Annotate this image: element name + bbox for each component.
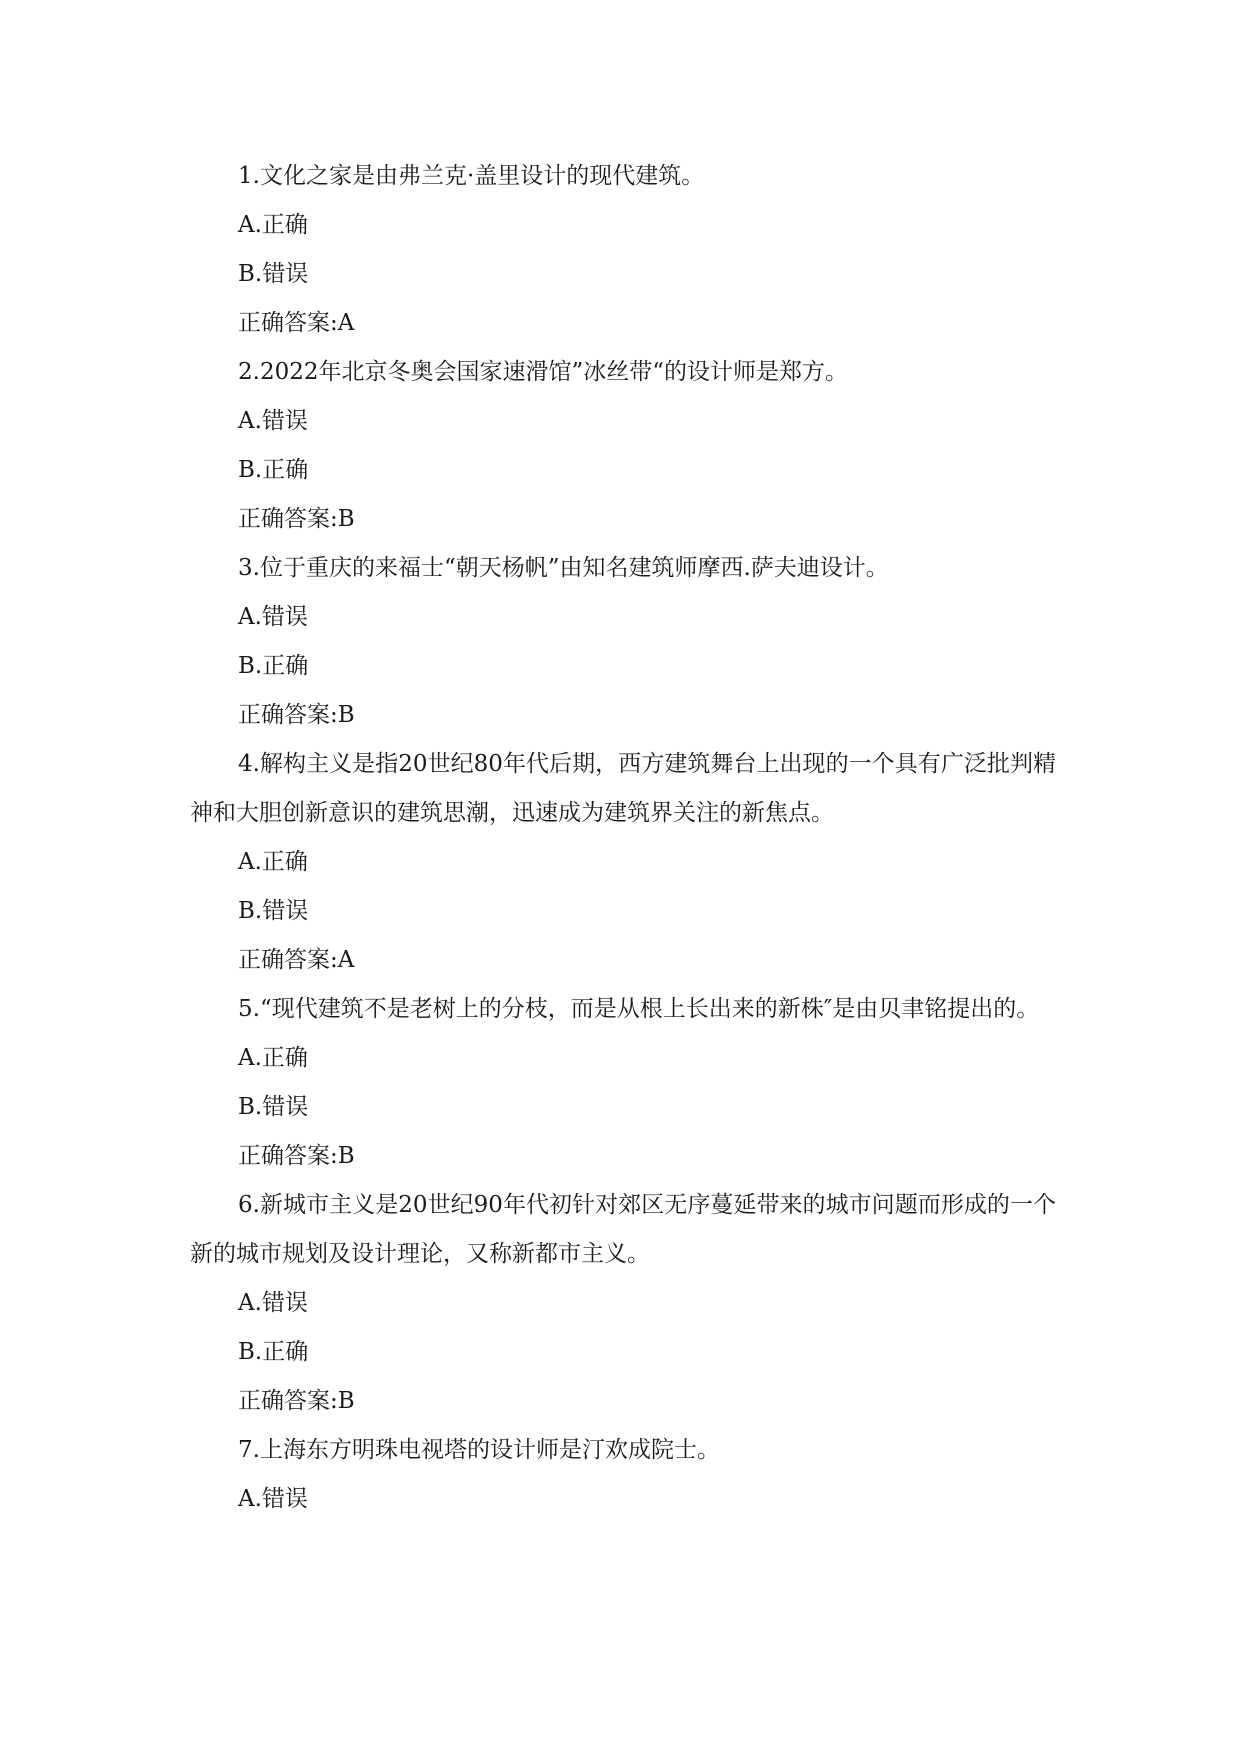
option-a: A.错误 [238, 604, 308, 630]
option-a: A.错误 [238, 1486, 308, 1512]
correct-answer: 正确答案:A [238, 947, 355, 973]
question-text: 1.文化之家是由弗兰克·盖里设计的现代建筑。 [238, 163, 705, 189]
option-b: B.正确 [238, 1339, 309, 1365]
question-text: 4.解构主义是指20世纪80年代后期，西方建筑舞台上出现的一个具有广泛批判精神和大胆创新意识的建筑思潮，迅速成为建筑界关注的新焦点。 [190, 751, 1056, 826]
option-b: B.错误 [238, 1094, 309, 1120]
correct-answer: 正确答案:B [238, 1143, 355, 1169]
option-a: A.错误 [238, 1290, 308, 1316]
option-b: B.错误 [238, 898, 309, 924]
question-text: 3.位于重庆的来福士“朝天杨帆”由知名建筑师摩西.萨夫迪设计。 [238, 555, 889, 581]
option-b: B.正确 [238, 457, 309, 483]
option-b: B.错误 [238, 261, 309, 287]
question-text: 6.新城市主义是20世纪90年代初针对郊区无序蔓延带来的城市问题而形成的一个新的城市规划及设计理论，又称新都市主义。 [190, 1192, 1056, 1267]
option-b: B.正确 [238, 653, 309, 679]
question-text: 5.“现代建筑不是老树上的分枝，而是从根上长出来的新株″是由贝聿铭提出的。 [238, 996, 1040, 1022]
option-a: A.正确 [238, 849, 308, 875]
question-list [190, 152, 1056, 1524]
option-a: A.正确 [238, 212, 308, 238]
question-text: 7.上海东方明珠电视塔的设计师是汀欢成院士。 [238, 1437, 720, 1463]
option-a: A.错误 [238, 408, 308, 434]
correct-answer: 正确答案:A [238, 310, 355, 336]
correct-answer: 正确答案:B [238, 1388, 355, 1414]
correct-answer: 正确答案:B [238, 506, 355, 532]
correct-answer: 正确答案:B [238, 702, 355, 728]
option-a: A.正确 [238, 1045, 308, 1071]
question-text: 2.2022年北京冬奥会国家速滑馆”冰丝带“的设计师是郑方。 [238, 359, 848, 385]
